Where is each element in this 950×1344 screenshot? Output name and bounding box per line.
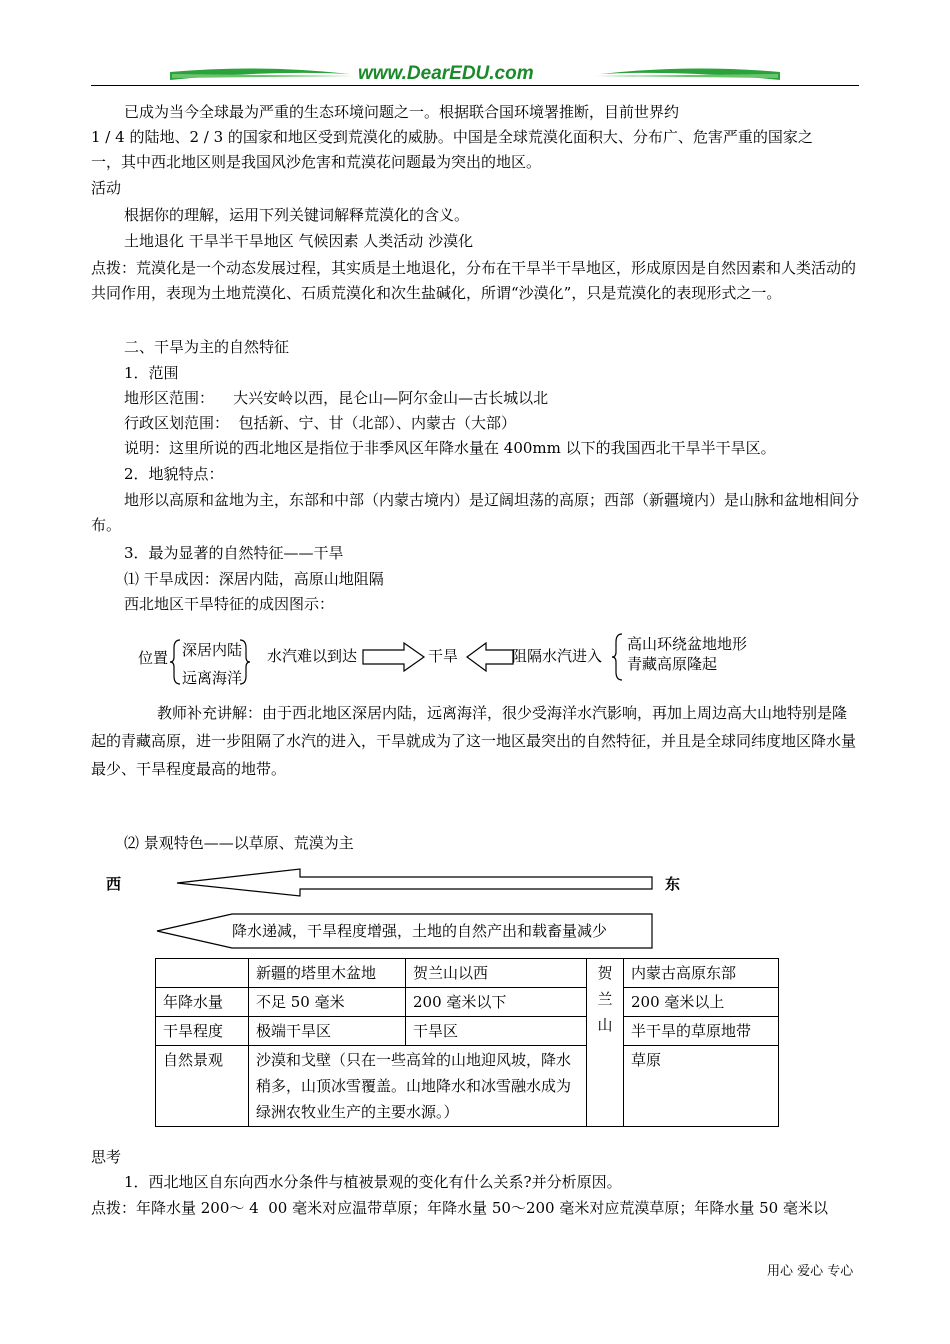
paragraph-1a: 已成为当今全球最为严重的生态环境问题之一。根据联合国环境署推断，目前世界约 [124,103,680,121]
table-row [156,988,779,1017]
table-row [156,1017,779,1046]
diagram-drought: 干旱 [428,647,459,665]
table-row [156,1046,779,1127]
hint-2: 点拨：年降水量 200～ 4 00 毫米对应温带草原；年降水量 50～200 毫米对应荒漠草原；年降水量 50 毫米以 [91,1199,828,1217]
subsection-3: 3．最为显著的自然特征——干旱 [124,544,344,562]
table-cell: 200 毫米以上 [624,988,779,1017]
diagram-mountains: 高山环绕盆地地形 [627,635,748,653]
site-logo-text: www.DearEDU.com [358,63,534,84]
landform-text: 地形以高原和盆地为主，东部和中部（内蒙古境内）是辽阔坦荡的高原；西部（新疆境内）是山脉和盆地相间分布。 [91,491,860,534]
subsection-2: 2．地貌特点： [124,465,224,483]
subsection-1: 1．范围 [124,364,179,382]
diagram-far-ocean: 远离海洋 [182,669,243,687]
trend-text: 降水递减，干旱程度增强，土地的自然产出和载畜量减少 [232,922,608,940]
table-cell: 不足 50 毫米 [249,988,406,1017]
left-arrow-icon [466,642,514,672]
note: 说明：这里所说的西北地区是指位于非季风区年降水量在 400mm 以下的我国西北干旱半干旱区。 [124,439,776,457]
diagram-position: 位置 [138,649,169,667]
activity-task: 根据你的理解，运用下列关键词解释荒漠化的含义。 [124,206,470,224]
left-brace-icon [170,638,182,686]
table-cell: 干旱区 [406,1017,587,1046]
paragraph-1b: 1 / 4 的陆地、2 / 3 的国家和地区受到荒漠化的威胁。中国是全球荒漠化面积大、分布广、危害严重的国家之 [91,128,813,146]
table-row [156,959,779,988]
table-cell: 草原 [624,1046,779,1127]
table-cell: 200 毫米以下 [406,988,587,1017]
east-label: 东 [665,875,681,893]
diagram-inland: 深居内陆 [182,641,243,659]
hint-1: 点拨：荒漠化是一个动态发展过程，其实质是土地退化，分布在干旱半干旱地区，形成原因是自然因素和人类活动的共同作用，表现为土地荒漠化、石质荒漠化和次生盐碱化，所谓“沙漠化”，只是荒漠化的表现形式之一。 [91,259,857,302]
activity-heading: 活动 [91,179,122,197]
table-header: 新疆的塔里木盆地 [249,959,406,988]
table-header: 内蒙古高原东部 [624,959,779,988]
right-brace-icon [238,638,250,686]
landscape-table [155,958,779,1127]
admin-range: 行政区划范围： 包括新、宁、甘（北部）、内蒙古（大部） [124,414,517,432]
diagram-plateau: 青藏高原隆起 [627,655,718,673]
think-heading: 思考 [91,1148,122,1166]
landscape-title: ⑵ 景观特色——以草原、荒漠为主 [124,834,354,852]
footer-text: 用心 爱心 专心 [767,1264,854,1279]
header-rule [91,85,859,86]
cause-title: ⑴ 干旱成因：深居内陆，高原山地阻隔 [124,570,384,588]
keywords: 土地退化 干旱半干旱地区 气候因素 人类活动 沙漠化 [124,232,474,250]
helan-mountain-cell: 贺 兰 山 [587,959,624,1127]
table-header: 贺兰山以西 [406,959,587,988]
section-2-heading: 二、干旱为主的自然特征 [124,338,290,356]
table-row-label: 自然景观 [156,1046,249,1127]
table-cell: 半干旱的草原地带 [624,1017,779,1046]
paragraph-1c: 一，其中西北地区则是我国风沙危害和荒漠花问题最为突出的地区。 [91,153,542,171]
table-row-label: 年降水量 [156,988,249,1017]
right-arrow-icon [362,642,426,672]
diagram-title: 西北地区干旱特征的成因图示： [124,595,335,613]
table-row-label: 干旱程度 [156,1017,249,1046]
table-cell [156,959,249,988]
diagram-vapor: 水汽难以到达 [267,647,358,665]
west-label: 西 [106,875,122,893]
terrain-range: 地形区范围： 大兴安岭以西，昆仑山—阿尔金山—古长城以北 [124,389,549,407]
table-cell: 极端干旱区 [249,1017,406,1046]
diagram-block: 阻隔水汽进入 [512,647,603,665]
left-brace-2-icon [612,632,624,682]
teacher-explanation: 教师补充讲解：由于西北地区深居内陆，远离海洋，很少受海洋水汽影响，再加上周边高大山地特别是隆起的青藏高原，进一步阻隔了水汽的进入，干旱就成为了这一地区最突出的自然特征，并且是全球同纬度地区降水量最少、干旱程度最高的地带。 [91,704,857,778]
west-arrow-icon [176,868,654,898]
question-1: 1．西北地区自东向西水分条件与植被景观的变化有什么关系?并分析原因。 [124,1173,622,1191]
table-cell: 沙漠和戈壁（只在一些高耸的山地迎风坡，降水稍多，山顶冰雪覆盖。山地降水和冰雪融水成为绿洲农牧业生产的主要水源。） [249,1046,587,1127]
